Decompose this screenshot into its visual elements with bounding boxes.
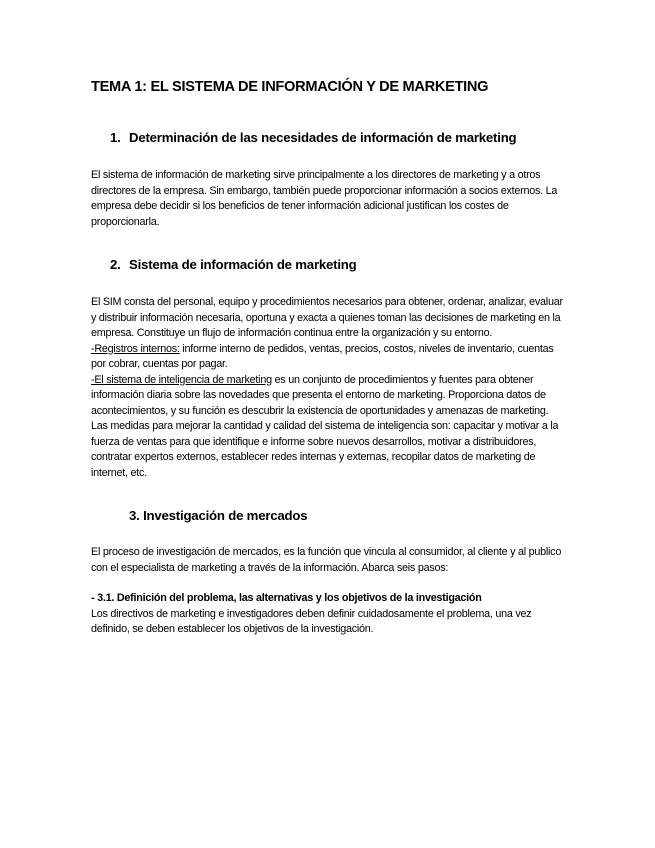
section-2-number: 2. xyxy=(110,257,121,272)
section-2-title: Sistema de información de marketing xyxy=(129,257,357,272)
section-1-heading xyxy=(91,129,567,146)
section-3-paragraph: El proceso de investigación de mercados, es la función que vincula al consumidor, al cliente y al publico con el especialista de marketing a través de la información. Abarca seis pasos: xyxy=(91,546,562,574)
document-content xyxy=(91,78,567,638)
document-title: TEMA 1: EL SISTEMA DE INFORMACIÓN Y DE MARKETING xyxy=(91,79,489,95)
section-1-paragraph: El sistema de información de marketing sirve principalmente a los directores de marketing y a otros directores de la empresa. Sin embargo, también puede proporcionar información a socios externos. La empresa debe decidir si los beneficios de tener información adicional justifican los costes de proporcionarla. xyxy=(91,169,558,228)
section-3-heading xyxy=(91,507,567,524)
subsection-3-1 xyxy=(91,591,567,638)
internal-records-text: informe interno de pedidos, ventas, precios, costos, niveles de inventario, cuentas por cobrar, cuentas por pagar. xyxy=(91,342,554,370)
subsection-3-1-text: Los directivos de marketing e investigadores deben definir cuidadosamente el problema, una vez definido, se deben establecer los objetivos de la investigación. xyxy=(91,607,532,635)
section-2-body xyxy=(91,295,567,481)
section-1-number: 1. xyxy=(110,130,121,145)
section-3-number: 3. xyxy=(129,508,140,523)
section-3-title: Investigación de mercados xyxy=(143,508,308,523)
section-2-intro: El SIM consta del personal, equipo y procedimientos necesarios para obtener, ordenar, analizar, evaluar y distribuir información necesaria, oportuna y exacta a quienes toman las decisiones de marketing en la empresa. Constituye un flujo de información continua entre la organización y su entorno. xyxy=(91,296,563,339)
internal-records-label: -Registros internos: xyxy=(91,342,180,355)
section-2-heading xyxy=(91,256,567,273)
intelligence-system-label: -El sistema de inteligencia de marketing xyxy=(91,373,272,386)
section-2-closing: Las medidas para mejorar la cantidad y calidad del sistema de inteligencia son: capacitar y motivar a la fuerza de ventas para que identifique e informe sobre nuevos desarrollos, motivar a distribuidores, contratar expertos externos, establecer redes internas y externas, recopilar datos de marketing de internet, etc. xyxy=(91,420,559,479)
intelligence-system-text: es un conjunto de procedimientos y fuentes para obtener información diaria sobre las novedades que presenta el entorno de marketing. Proporciona datos de acontecimientos, y su función es descubrir la existencia de oportunidades y amenazas de marketing. xyxy=(91,373,549,417)
subsection-3-1-heading: - 3.1. Definición del problema, las alternativas y los objetivos de la investigación xyxy=(91,592,482,604)
section-1-title: Determinación de las necesidades de información de marketing xyxy=(129,130,517,145)
